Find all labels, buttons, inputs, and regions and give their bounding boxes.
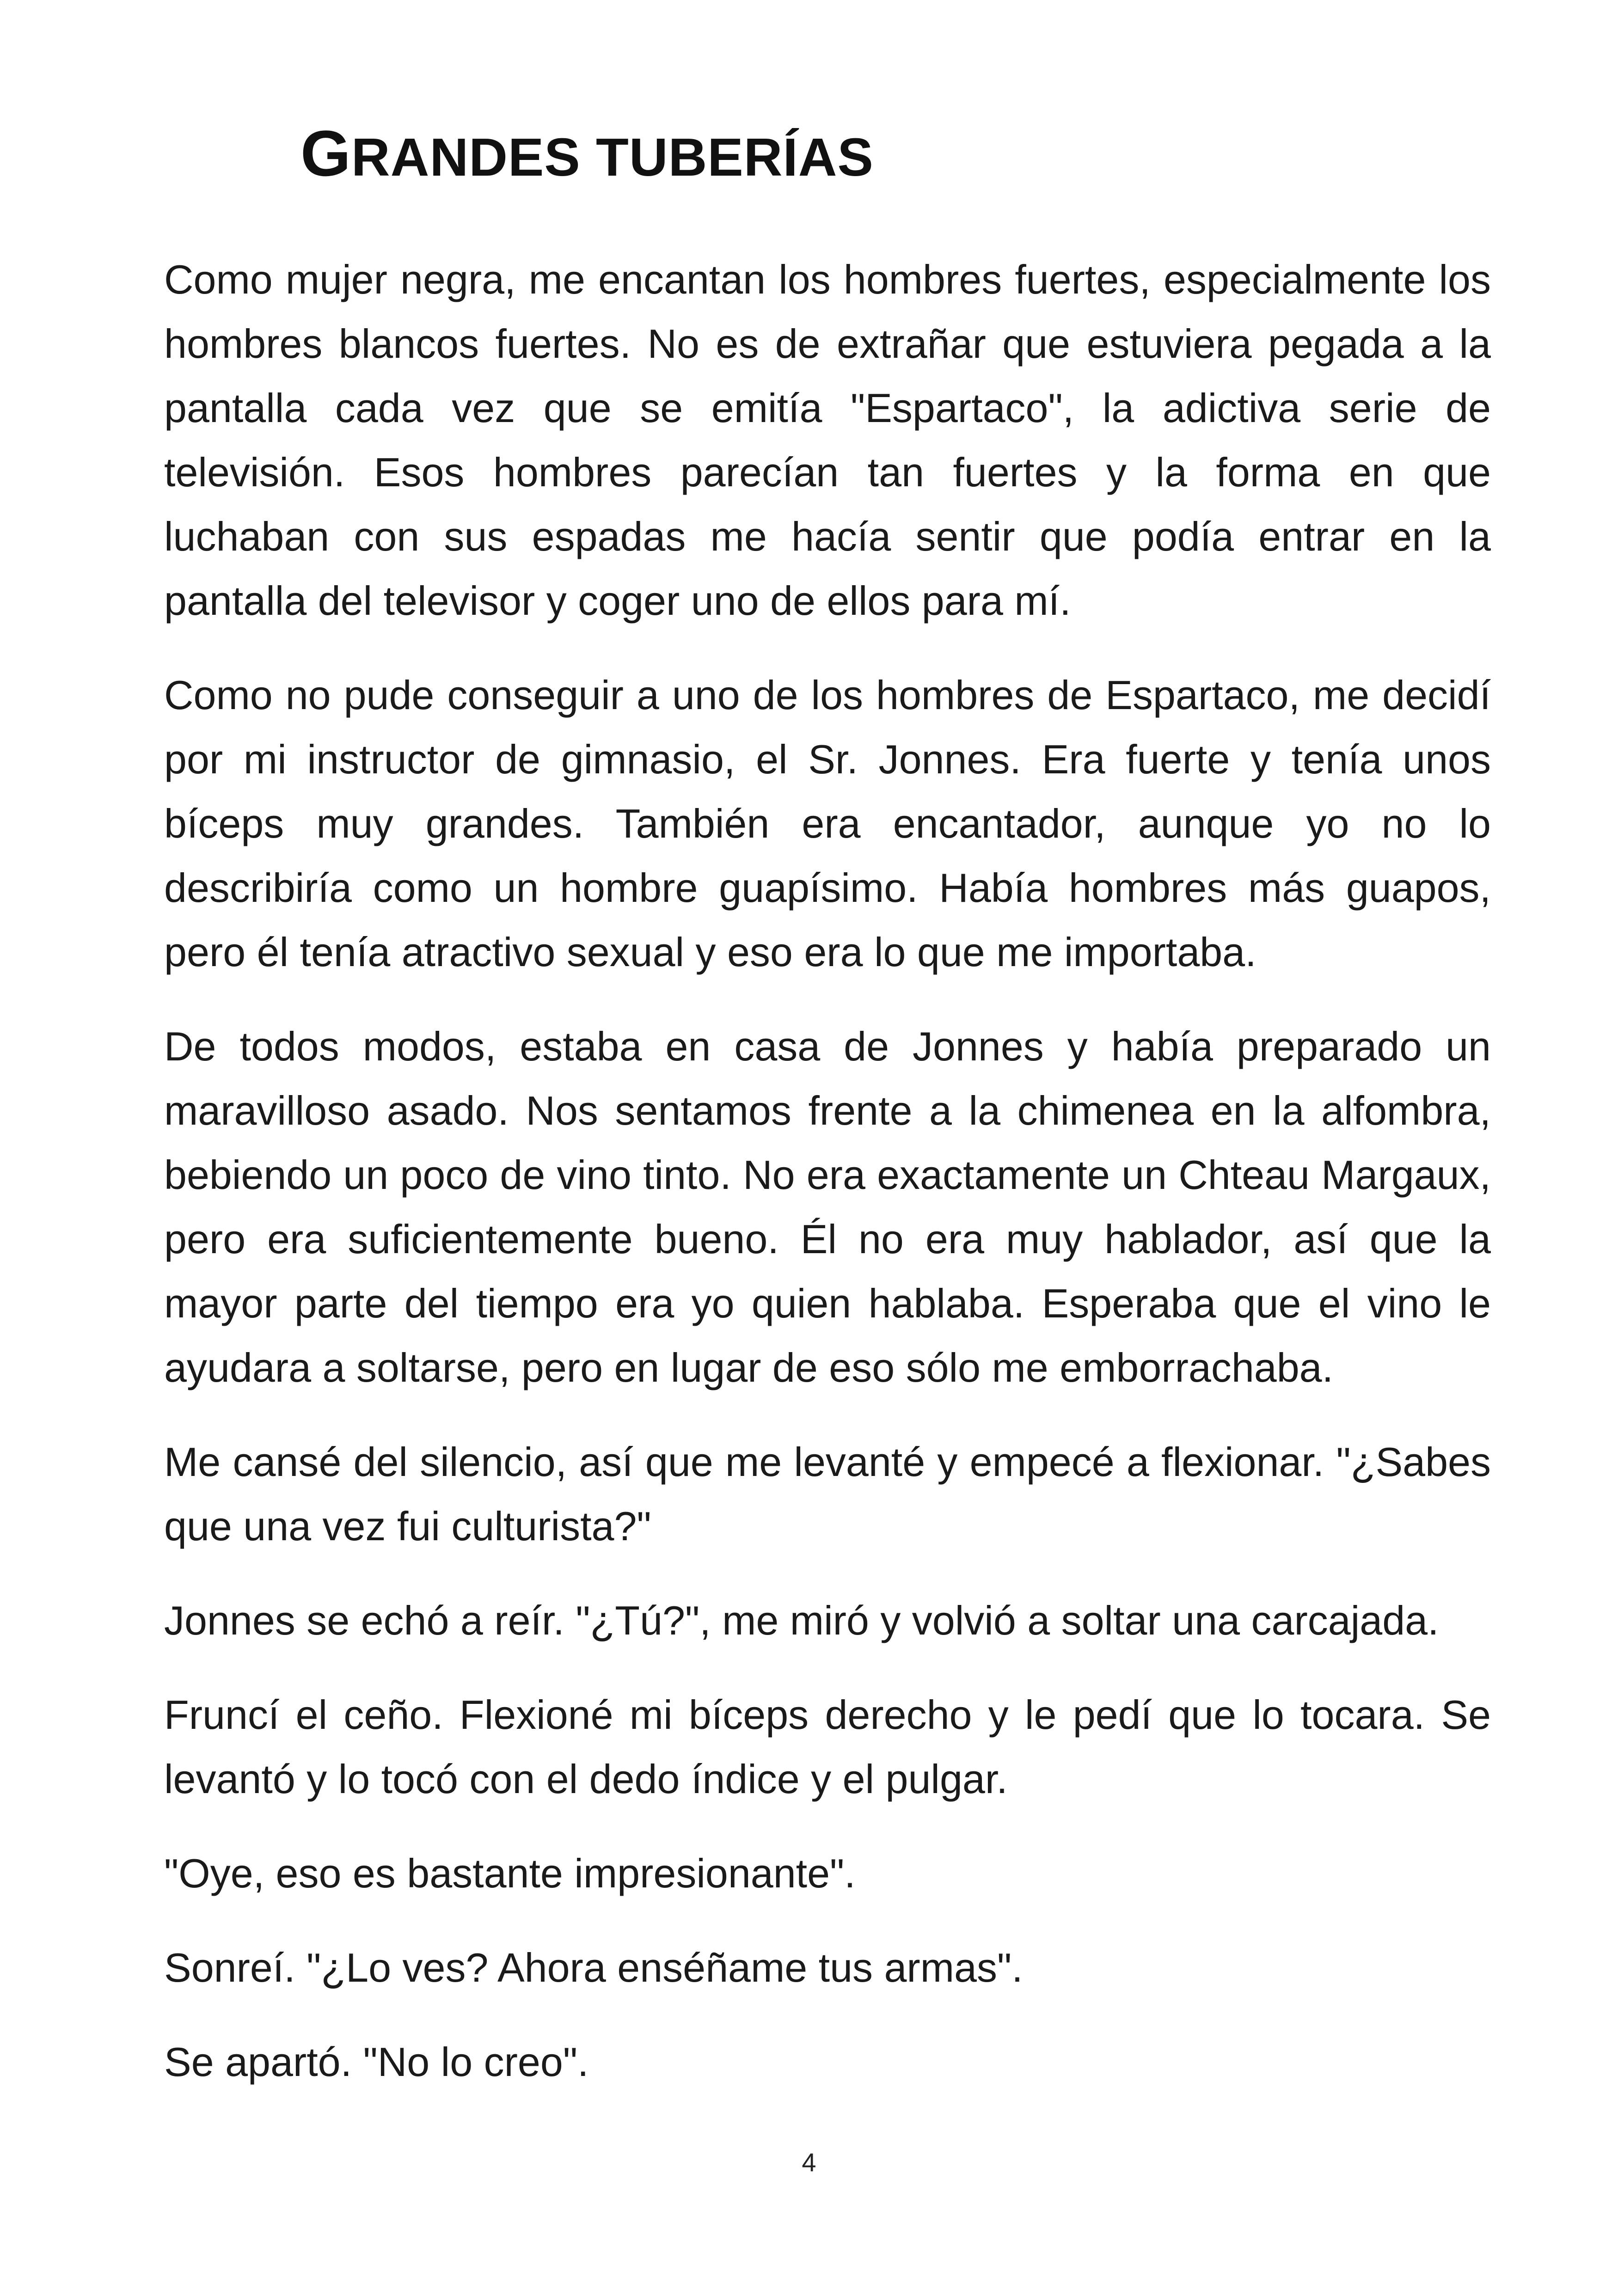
paragraph: De todos modos, estaba en casa de Jonnes y había preparado un maravilloso asado. Nos sentamos frente a la chimenea en la alfombra, bebiendo un poco de vino tinto. No era exactamente un Chteau Margaux, pero era suficientemente bueno. Él no era muy hablador, así que la mayor parte del tiempo era yo quien hablaba. Esperaba que el vino le ayudara a soltarse, pero en lugar de eso sólo me emborrachaba. <box>164 1023 1491 1390</box>
paragraph: Como mujer negra, me encantan los hombres fuertes, especialmente los hombres blancos fuertes. No es de extrañar que estuviera pegada a la pantalla cada vez que se emitía "Espartaco", la adictiva serie de televisión. Esos hombres parecían tan fuertes y la forma en que luchaban con sus espadas me hacía sentir que podía entrar en la pantalla del televisor y coger uno de ellos para mí. <box>164 257 1491 624</box>
chapter-title <box>300 118 874 189</box>
paragraph: Fruncí el ceño. Flexioné mi bíceps derecho y le pedí que lo tocara. Se levantó y lo tocó con el dedo índice y el pulgar. <box>164 1692 1491 1802</box>
page-number: 4 <box>802 2148 816 2177</box>
paragraph: Sonreí. "¿Lo ves? Ahora enséñame tus armas". <box>164 1945 1023 1990</box>
paragraph: Jonnes se echó a reír. "¿Tú?", me miró y volvió a soltar una carcajada. <box>164 1598 1439 1643</box>
body-text <box>164 247 1491 2124</box>
chapter-title-initial: G <box>300 117 351 190</box>
paragraph: Se apartó. "No lo creo". <box>164 2039 589 2085</box>
paragraph: Me cansé del silencio, así que me levanté y empecé a flexionar. "¿Sabes que una vez fui culturista?" <box>164 1439 1491 1549</box>
paragraph: "Oye, eso es bastante impresionante". <box>164 1850 856 1896</box>
chapter-title-rest: RANDES TUBERÍAS <box>351 127 874 187</box>
paragraph: Como no pude conseguir a uno de los hombres de Espartaco, me decidí por mi instructor de gimnasio, el Sr. Jonnes. Era fuerte y tenía unos bíceps muy grandes. También era encantador, aunque yo no lo describiría como un hombre guapísimo. Había hombres más guapos, pero él tenía atractivo sexual y eso era lo que me importaba. <box>164 672 1491 975</box>
